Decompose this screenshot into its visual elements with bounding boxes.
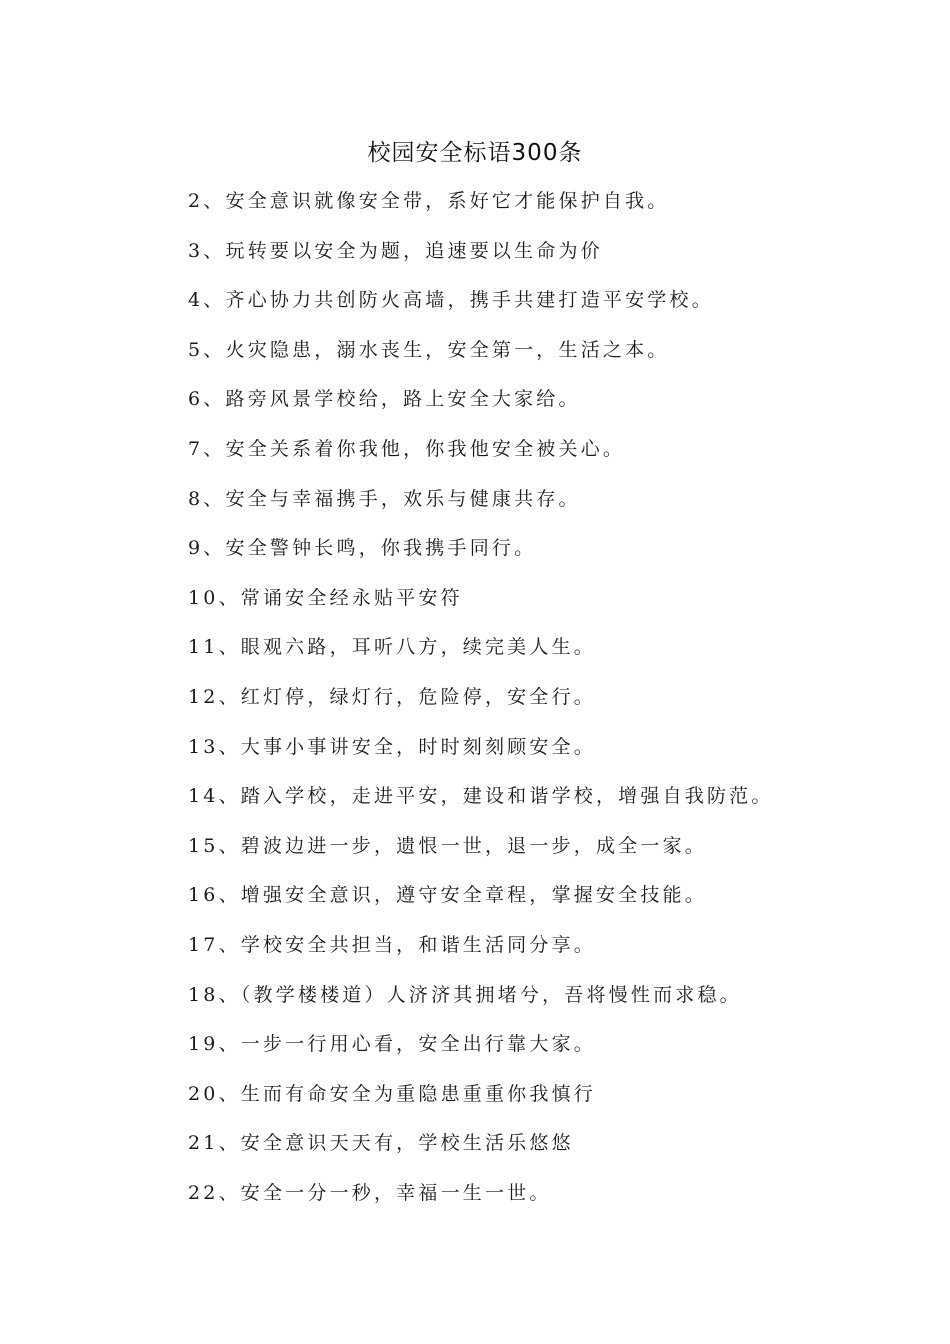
slogan-item: 6、路旁风景学校给，路上安全大家给。	[188, 388, 581, 411]
document-title: 校园安全标语300条	[367, 140, 583, 166]
slogan-item: 20、生而有命安全为重隐患重重你我慎行	[188, 1082, 596, 1105]
slogan-item: 5、火灾隐患，溺水丧生，安全第一，生活之本。	[188, 338, 670, 361]
slogan-item: 7、安全关系着你我他，你我他安全被关心。	[188, 437, 626, 460]
slogan-item: 2、安全意识就像安全带，系好它才能保护自我。	[188, 190, 670, 212]
slogan-item: 11、眼观六路，耳听八方，续完美人生。	[188, 636, 596, 659]
slogan-item: 15、碧波边进一步，遗恨一世，退一步，成全一家。	[188, 834, 707, 857]
slogan-item: 14、踏入学校，走进平安，建设和谐学校，增强自我防范。	[188, 785, 774, 808]
slogan-item: 19、一步一行用心看，安全出行靠大家。	[188, 1033, 596, 1056]
slogan-item: 21、安全意识天天有，学校生活乐悠悠	[188, 1132, 574, 1155]
slogan-item: 4、齐心协力共创防火高墙，携手共建打造平安学校。	[188, 289, 714, 312]
slogan-item: 12、红灯停，绿灯行，危险停，安全行。	[188, 685, 596, 708]
slogan-item: 18、（教学楼楼道）人济济其拥堵兮，吾将慢性而求稳。	[188, 983, 742, 1006]
slogan-item: 10、常诵安全经永贴平安符	[188, 586, 463, 609]
slogan-item: 16、增强安全意识，遵守安全章程，掌握安全技能。	[188, 884, 707, 907]
slogan-item: 3、玩转要以安全为题，追速要以生命为价	[188, 239, 603, 262]
slogan-item: 13、大事小事讲安全，时时刻刻顾安全。	[188, 735, 596, 758]
slogan-item: 17、学校安全共担当，和谐生活同分享。	[188, 933, 596, 956]
slogan-item: 9、安全警钟长鸣，你我携手同行。	[188, 537, 537, 560]
slogan-item: 8、安全与幸福携手，欢乐与健康共存。	[188, 487, 581, 510]
slogan-item: 22、安全一分一秒，幸福一生一世。	[188, 1181, 552, 1204]
slogan-list	[188, 186, 928, 1227]
